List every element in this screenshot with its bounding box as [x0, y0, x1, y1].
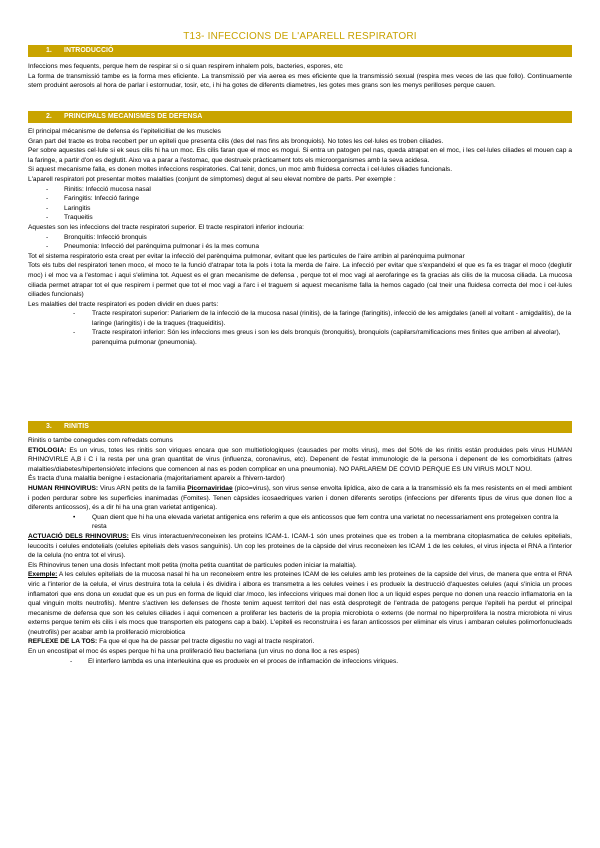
section-number: 2.: [46, 113, 52, 120]
intro-text: [28, 62, 572, 91]
paragraph: L'aparell respiratori pot presentar moltes malalties (conjunt de símptomes) degut al seu elevat nombre de parts. Per exemple :: [28, 175, 396, 183]
paragraph: Per sobre aquestes cel·lule si ek seus cilis hi ha un moc. Els cilis faran que el moc es mogui. Si entra un patogen pel nas, queda atrapat en el moc, i les cel·lules ciliades el mouen cap a la faringe, a partir d'on es deglutit. Aixo va a parar a l'estomac, que destrueix pràcticament tots els microorganismes amb la seva acidesa.: [28, 147, 572, 164]
section-title: PRINCIPALS MECANISMES DE DEFENSA: [64, 113, 203, 120]
section-number: 1.: [46, 47, 52, 54]
paragraph: Gran part del tracte es troba recobert per un epiteli que presenta cilis (des del nas fins als bronquiols). No totes les cel·lules es troben ciliades.: [28, 137, 444, 145]
actuacio-text: Els virus interactuen/reconeixen les proteins ICAM-1. ICAM-1 són unes proteines que es troben a la membrana citoplasmatica de celules epitelials, leucocits i celules endotelials (celules epitelials dels vasos sanguinis). Un cop les proteines de la càpside del virus reconeixen les ICAM 1 de les celules, el virus injecta el RNA a l'interior de la celula (no entra tot el virus).: [28, 532, 572, 560]
list-item: - Laringitis: [64, 204, 572, 214]
defense-text: [28, 127, 572, 348]
list-tract-parts: [28, 309, 572, 347]
exemple-text: A les celules epitelials de la mucosa nasal hi ha un reconeixem entre les proteines ICAM de les celules amb les proteines de la capside del virus, de manera que entra el RNA viric a l'interior de la celula, el virus destruira tota la celula i és dividira i albora es transmetra a les celules veines i es produeix la destrucció d'aquestes celules (aqui s'inicia un proces inflamatori que ens dona un exudat que es un pus en forma de liquid clar /moco, les infeccions viriques mai donen lloc a un liquid espes perque no donen una reaccio inflamatoria en la qual vinguin molts neutrofils). Mentre s'activen les defenses de l'hoste tenim aquest territori del nas està desprotegit de l'entrada de patogens perque l'epiteli ha perdut el principal mecanisme de defensa que son les celules ciliades i aqui comencen a proliferar les bacteris de la propia microbiota o externs (de normal no hiperprolifera la nostra microbiota ni virus externs perque tenim els cilis i els mocs que transporten els patogens cap a baix). L'epiteli es reconstruira i es faran anticossos per eliminar els virus i ambaran celules polimorfonucleads (neutrofils) per acabar amb la proliferació microbiotica: [28, 571, 572, 636]
list-item: - Traqueitis: [64, 213, 572, 223]
section-header-rinitis: [28, 421, 572, 433]
list-diseases-lower: [28, 233, 572, 252]
paragraph: Si aquest mecanisme falla, es donen moltes infeccions respiratories. Cal tenir, doncs, un moc amb fluidesa correcta i cel·lules ciliades funcionals.: [28, 166, 453, 174]
paragraph-actuacio: [28, 532, 572, 561]
etiologia-text: Es un virus, totes les rinitis son viriques encara que son multietiologiques (causades per molts virus), mes del 50% de les rinitis están produides pels virus HUMAN RHINOVIRLE A,B i C i la resta per una gran quantitat de virus (influenza, coronavirus, etc). Depenent de l'estat immunologic de la persona i depenent de les comorbiditats (altres malalties/diabetes/hipertensió/etc infecions que comencen al nas es poden complicar en una pneumonia). NO PARLAREM DE COVID PERQUE ES UN VIRUS MOLT NOU.: [28, 446, 572, 473]
paragraph: Tots els tubs del respiratori tenen moco, el moco te la funció d'atrapar tota la pols i tota la merda de l'aire. La infecció per evitar que s'expandeixi el que es fa es tragar el moco (deglutir moc) i el moc va a l'estomac i aqui s'elimina tot. Aquest es el gran mecanisme de defensa , perque tot el moc vagi al aerofaringe es fa gracias als cilis de la mucosa ciliada. La mucosa ciliada permet atrapar tot el que respirem i permet que tot el moc vagi a l'arc i el traguem si aquest mecanisme falla la hemos cagado (cal tneir una fluidesa correcta del moc i cel·lules ciliades funcionals): [28, 262, 572, 299]
list-item: - Rinitis: Infecció mucosa nasal: [64, 185, 572, 195]
picornaviridae-term: Picornaviridae: [187, 484, 233, 492]
paragraph: Els Rhinovirus tenen una dosis Infectant molt petita (molta petita cuantitat de particules poden iniciar la malaltia).: [28, 561, 357, 569]
exemple-label: Exemple:: [28, 571, 58, 579]
paragraph: Tot el sistema respiratorio esta creat per evitar la infecció del parènquima pulmonar, evitant que les particules de l'aire arribin al parénquima pulmonar: [28, 252, 465, 260]
actuacio-label: ACTUACIÓ DELS RHINOVIRUS:: [28, 532, 129, 540]
section-title: RINITIS: [64, 423, 89, 430]
list-item: - Tracte respiratori inferior: Són les infeccions mes greus i son les dels bronquis (bronquitis), bronquiols (capilars/ramificacions mes finites que arriben al alveolar), parenquima pulmonar (pneumonia).: [92, 328, 572, 347]
paragraph: Rinitis o tambe conegudes com refredats comuns: [28, 437, 173, 444]
paragraph: En un encostipat el moc és espes perque hi ha una proliferació lleu bacteriana (un virus no dona lloc a res espes): [28, 648, 360, 656]
human-rhinovirus-text: Virus ARN petits de la familia: [98, 484, 188, 492]
list-antigenic: [28, 513, 572, 532]
list-interferon: [28, 657, 572, 667]
list-item: - Pneumonia: Infecció del parénquima pulmonar i és la mes comuna: [64, 242, 572, 252]
list-item: - Faringitis: Infecció faringe: [64, 194, 572, 204]
reflexe-text: Fa que el que ha de passar pel tracte digestiu no vagi al tracte respiratori.: [97, 638, 315, 646]
paragraph-exemple: [28, 570, 572, 637]
paragraph: La forma de transmissió tambe es la forma mes eficiente. La transmissió per via aerea es mes eficiente que la transmissió sexual (respira mes veces de las que follo). Continuamente stem produint aerosols al hora de parlar i estornudar, tosir, etc, i hi ha gotes de diferents diametres, les gotes mes grans son les menys perilloses perque cauen.: [28, 72, 572, 90]
section-header-defensa: [28, 111, 572, 123]
document-title: T13- INFECCIONS DE L'APARELL RESPIRATORI: [183, 31, 417, 42]
paragraph-reflexe: [28, 637, 572, 647]
paragraph: El principal mécanisme de defensa és l'epitelicilliat de les muscles: [28, 128, 221, 135]
section-number: 3.: [46, 423, 52, 430]
human-rhinovirus-text-cont: (pico=virus), son virus sense envolta lipídica, aixo de cara a la transmissió els fa mes resistents en el medi ambient i poden perdurar sobre les superficies inanimadas (Fomites). Tenen càpsides icosaedriques varien i donen diferents serotips (infeccions per diferents tipus de virus que donen lloc a diferents anticossos), és a dir hi ha una gran varietat antigenica).: [28, 484, 572, 512]
paragraph: Aquestes son les infeccions del tracte respiratori superior. El tracte respiratori inferior inclouria:: [28, 223, 304, 231]
reflexe-label: REFLEXE DE LA TOS:: [28, 638, 98, 646]
paragraph: Les malalties del tracte respiratori es poden dividir en dues parts:: [28, 300, 219, 308]
section-header-introduccio: [28, 45, 572, 57]
etiologia-label: ETIOLOGIA:: [28, 446, 67, 454]
list-item: - Tracte respiratori superior: Pariariem de la infecció de la mucosa nasal (rinitis), de la faringe (faringitis), infecció de les amigdales (anell al voltant - amigdalitis), de la laringe (laringitis) i de la traques (traqueiditis).: [92, 309, 572, 328]
list-item: • Quan dient que hi ha una elevada varietat antigenica ens referim a que els anticossos que fem contra una varietat no necessariament ens protegeixen contra la resta: [92, 513, 572, 532]
paragraph: Infeccions mes fequents, perque hem de respirar si o si quan respirem inhalem pols, bacteries, espores, etc: [28, 63, 343, 70]
list-item: - Bronquitis: Infecció bronquis: [64, 233, 572, 243]
paragraph: És tracta d'una malaltia benigne i estacionaria (majoritariament apareix a l'hivern-tardor): [28, 475, 285, 483]
section-title: INTRODUCCIÓ: [64, 47, 114, 54]
human-rhinovirus-label: HUMAN RHINOVIRUS:: [28, 484, 99, 492]
rinitis-text: [28, 436, 572, 666]
paragraph-human-rhinovirus: [28, 484, 572, 513]
list-diseases-upper: [28, 185, 572, 223]
list-item: - El interfero lambda es una interleukina que es produeix en el proces de inflamación de infeccions viriques.: [88, 657, 572, 667]
paragraph-etiologia: [28, 446, 572, 475]
